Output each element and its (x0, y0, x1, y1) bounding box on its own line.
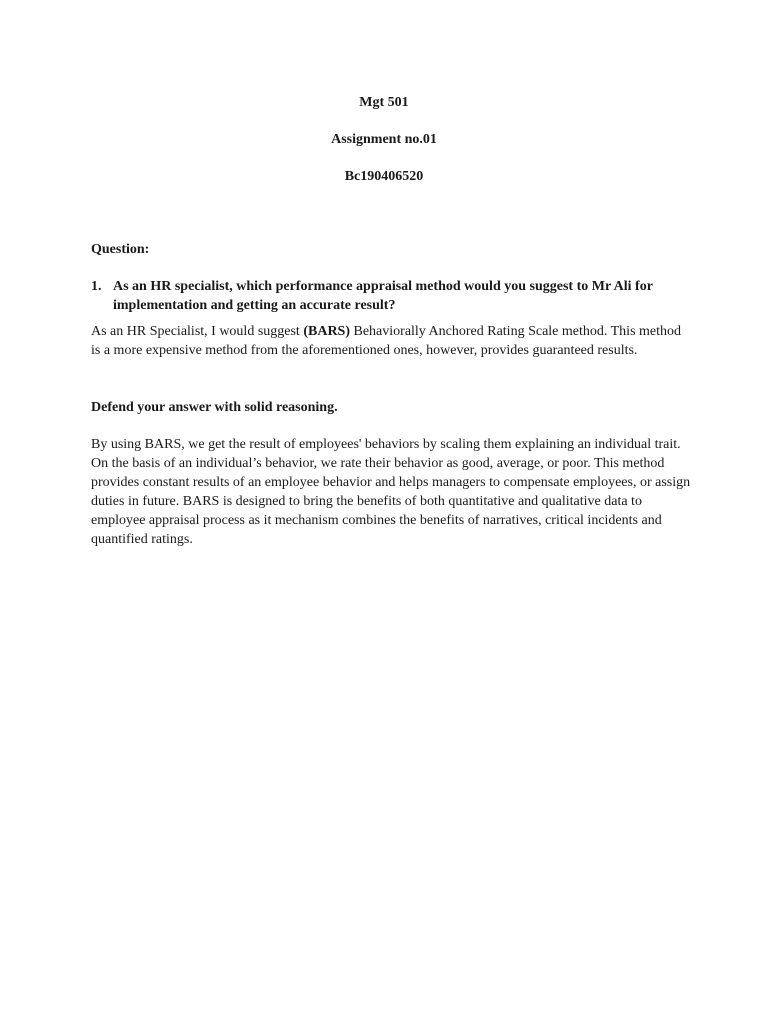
answer-paragraph (91, 322, 691, 360)
defend-heading: Defend your answer with solid reasoning. (91, 400, 338, 415)
answer-intro: As an HR Specialist, I would suggest (91, 324, 304, 339)
question-number: 1. (91, 279, 102, 294)
answer-method-abbr: (BARS) (303, 324, 350, 339)
course-code: Mgt 501 (359, 95, 409, 110)
assignment-title: Assignment no.01 (331, 132, 437, 147)
defend-paragraph: By using BARS, we get the result of employees' behaviors by scaling them explaining an individual trait. On the basis of an individual’s behavior, we rate their behavior as good, average, or poor. This method provides constant results of an employee behavior and helps managers to compensate employees, or assign duties in future. BARS is designed to bring the benefits of both quantitative and qualitative data to employee appraisal process as it mechanism combines the benefits of narratives, critical incidents and quantified ratings. (91, 437, 691, 547)
student-id: Bc190406520 (344, 169, 424, 184)
question-heading: Question: (91, 242, 150, 257)
answer-rest: Behaviorally Anchored Rating Scale method. This method is a more expensive method from the aforementioned ones, however, provides guaranteed results. (91, 324, 682, 358)
question-text: As an HR specialist, which performance appraisal method would you suggest to Mr Ali for implementation and getting an accurate result? (113, 279, 653, 313)
question-item (91, 277, 691, 315)
